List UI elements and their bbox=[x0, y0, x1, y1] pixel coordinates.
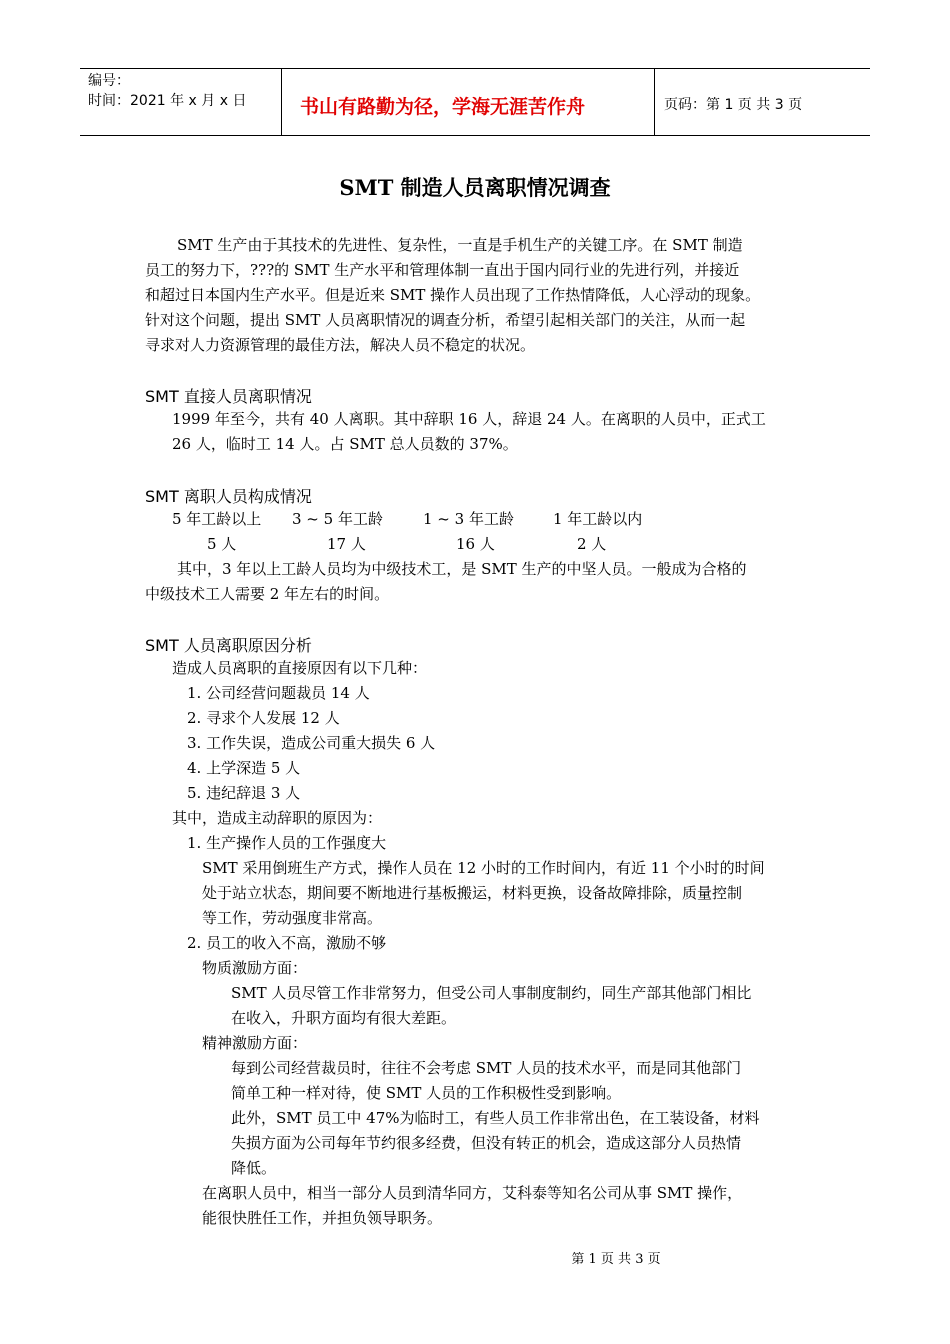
spiritual-line: 降低。 bbox=[231, 1159, 277, 1177]
cause-2-title: 2. 员工的收入不高，激励不够 bbox=[187, 934, 387, 952]
seniority-value: 5 人 bbox=[207, 535, 237, 553]
section-heading-departures: SMT 直接人员离职情况 bbox=[145, 387, 312, 406]
section-heading-composition: SMT 离职人员构成情况 bbox=[145, 487, 312, 506]
intro-line: 员工的努力下，???的 SMT 生产水平和管理体制一直出于国内同行业的先进行列，并接近 bbox=[145, 261, 740, 279]
cause-1-line: 等工作，劳动强度非常高。 bbox=[202, 909, 383, 927]
seniority-value: 16 人 bbox=[456, 535, 495, 553]
reason-item: 4. 上学深造 5 人 bbox=[187, 759, 301, 777]
intro-line: 寻求对人力资源管理的最佳方法，解决人员不稳定的状况。 bbox=[145, 336, 536, 354]
closing-line: 能很快胜任工作，并担负领导职务。 bbox=[202, 1209, 443, 1227]
seniority-value: 17 人 bbox=[327, 535, 366, 553]
closing-line: 在离职人员中，相当一部分人员到清华同方，艾科泰等知名公司从事 SMT 操作， bbox=[202, 1184, 743, 1202]
seniority-header: 3 ~ 5 年工龄 bbox=[292, 510, 383, 528]
seniority-header: 5 年工龄以上 bbox=[172, 510, 262, 528]
reason-item: 1. 公司经营问题裁员 14 人 bbox=[187, 684, 370, 702]
page-title: SMT 制造人员离职情况调查 bbox=[339, 175, 611, 200]
section-heading-reasons: SMT 人员离职原因分析 bbox=[145, 636, 312, 655]
section2-line: 中级技术工人需要 2 年左右的时间。 bbox=[145, 585, 390, 603]
intro-line: SMT 生产由于其技术的先进性、复杂性，一直是手机生产的关键工序。在 SMT 制造 bbox=[177, 236, 743, 254]
section1-line: 26 人，临时工 14 人。占 SMT 总人员数的 37%。 bbox=[172, 435, 518, 453]
reason-item: 5. 违纪辞退 3 人 bbox=[187, 784, 301, 802]
reason-item: 2. 寻求个人发展 12 人 bbox=[187, 709, 340, 727]
spiritual-line: 每到公司经营裁员时，往往不会考虑 SMT 人员的技术水平，而是同其他部门 bbox=[231, 1059, 742, 1077]
intro-line: 针对这个问题，提出 SMT 人员离职情况的调查分析，希望引起相关部门的关注，从而一起 bbox=[145, 311, 746, 329]
spiritual-line: 简单工种一样对待，使 SMT 人员的工作积极性受到影响。 bbox=[231, 1084, 622, 1102]
cause-1-title: 1. 生产操作人员的工作强度大 bbox=[187, 834, 387, 852]
reason-item: 3. 工作失误，造成公司重大损失 6 人 bbox=[187, 734, 436, 752]
document-number-label: 编号： bbox=[88, 73, 130, 89]
cause-1-line: 处于站立状态，期间要不断地进行基板搬运，材料更换，设备故障排除，质量控制 bbox=[202, 884, 743, 902]
voluntary-intro: 其中，造成主动辞职的原因为： bbox=[172, 809, 383, 827]
document-date: 时间：2021 年 x 月 x 日 bbox=[88, 93, 247, 109]
seniority-value: 2 人 bbox=[577, 535, 607, 553]
material-line: SMT 人员尽管工作非常努力，但受公司人事制度制约，同生产部其他部门相比 bbox=[231, 984, 752, 1002]
intro-line: 和超过日本国内生产水平。但是近来 SMT 操作人员出现了工作热情降低，人心浮动的现象。 bbox=[145, 286, 761, 304]
seniority-header: 1 ~ 3 年工龄 bbox=[423, 510, 514, 528]
reasons-intro: 造成人员离职的直接原因有以下几种： bbox=[172, 659, 428, 677]
seniority-header: 1 年工龄以内 bbox=[553, 510, 643, 528]
spiritual-line: 失损方面为公司每年节约很多经费，但没有转正的机会，造成这部分人员热情 bbox=[231, 1134, 742, 1152]
cause-1-line: SMT 采用倒班生产方式，操作人员在 12 小时的工作时间内，有近 11 个小时的时间 bbox=[202, 859, 765, 877]
header-top-rule bbox=[80, 68, 870, 69]
material-line: 在收入，升职方面均有很大差距。 bbox=[231, 1009, 457, 1027]
spiritual-line: 此外，SMT 员工中 47%为临时工，有些人员工作非常出色，在工装设备，材料 bbox=[231, 1109, 760, 1127]
header-divider-1 bbox=[281, 68, 282, 136]
spiritual-label: 精神激励方面： bbox=[202, 1034, 308, 1052]
section1-line: 1999 年至今，共有 40 人离职。其中辞职 16 人，辞退 24 人。在离职的人员中，正式工 bbox=[172, 410, 766, 428]
header-page-info: 页码：第 1 页 共 3 页 bbox=[664, 97, 803, 113]
section2-line: 其中，3 年以上工龄人员均为中级技术工，是 SMT 生产的中坚人员。一般成为合格的 bbox=[177, 560, 747, 578]
header-motto: 书山有路勤为径，学海无涯苦作舟 bbox=[300, 96, 586, 118]
header-bottom-rule bbox=[80, 135, 870, 136]
page-footer: 第 1 页 共 3 页 bbox=[571, 1252, 661, 1267]
header-divider-2 bbox=[654, 68, 655, 136]
material-label: 物质激励方面： bbox=[202, 959, 308, 977]
